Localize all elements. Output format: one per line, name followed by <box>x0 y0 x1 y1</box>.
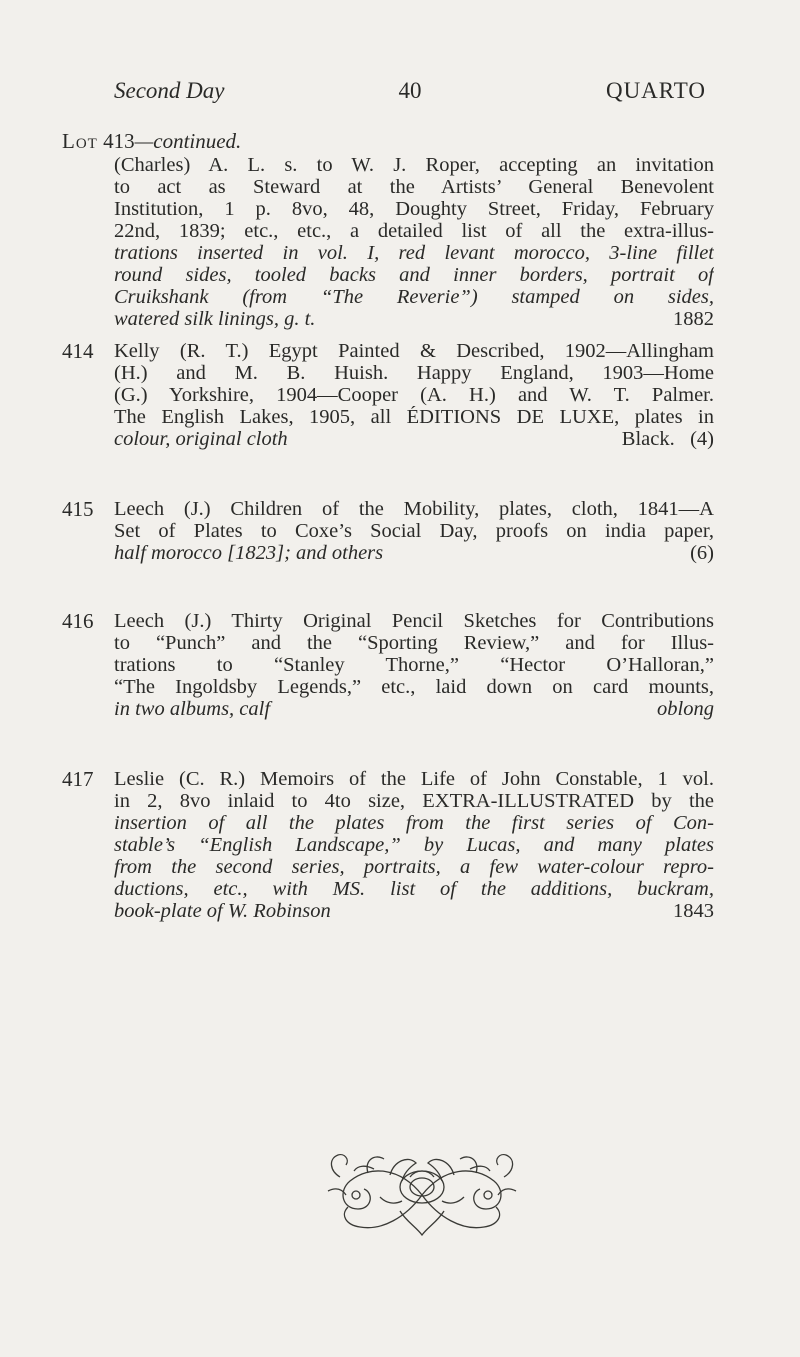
lot-tail: 1843 <box>673 900 714 922</box>
running-head <box>114 78 706 108</box>
description-final-line <box>114 428 714 450</box>
description-line: insertion of all the plates from the first series of Con- <box>114 812 714 834</box>
lot-description <box>114 340 714 450</box>
description-line: from the second series, portraits, a few water-colour repro- <box>114 856 714 878</box>
description-line: 22nd, 1839; etc., etc., a detailed list of all the extra-illus- <box>114 220 714 242</box>
description-line: round sides, tooled backs and inner borders, portrait of <box>114 264 714 286</box>
page-number: 40 <box>398 78 422 103</box>
description-final-line <box>114 698 714 720</box>
lot-415 <box>62 498 714 564</box>
description-final-line <box>114 542 714 564</box>
description-line: Set of Plates to Coxe’s Social Day, proofs on india paper, <box>114 520 714 542</box>
lot-description <box>114 610 714 720</box>
description-line: book-plate of W. Robinson <box>114 900 331 922</box>
description-line: to “Punch” and the “Sporting Review,” and for Illus- <box>114 632 714 654</box>
description-line: trations to “Stanley Thorne,” “Hector O’Halloran,” <box>114 654 714 676</box>
description-line: in 2, 8vo inlaid to 4to size, EXTRA-ILLUSTRATED by the <box>114 790 714 812</box>
lot-tail: (6) <box>690 542 714 564</box>
lot-date: 1882 <box>673 308 714 330</box>
description-line: ductions, etc., with MS. list of the additions, buckram, <box>114 878 714 900</box>
description-line: Institution, 1 p. 8vo, 48, Doughty Street, Friday, February <box>114 198 714 220</box>
description-line: Leech (J.) Thirty Original Pencil Sketches for Contributions <box>114 610 714 632</box>
description-final-line <box>114 308 714 330</box>
lot-number: 414 <box>62 339 94 363</box>
description-line: Leslie (C. R.) Memoirs of the Life of John Constable, 1 vol. <box>114 768 714 790</box>
description-line: half morocco [1823]; and others <box>114 542 384 564</box>
description-line: in two albums, calf <box>114 698 271 720</box>
description-line: Leech (J.) Children of the Mobility, plates, cloth, 1841—A <box>114 498 714 520</box>
description-line: (H.) and M. B. Huish. Happy England, 1903—Home <box>114 362 714 384</box>
continued-label: —continued. <box>134 129 242 153</box>
lot-414 <box>62 340 714 450</box>
description-line: colour, original cloth <box>114 428 288 450</box>
lot-number: 417 <box>62 767 94 791</box>
description-line: watered silk linings, g. t. <box>114 308 316 330</box>
lot-416 <box>62 610 714 720</box>
lot-number: 416 <box>62 609 94 633</box>
running-head-format: QUARTO <box>605 78 706 103</box>
lot-label: Lot <box>62 129 98 153</box>
lot-number: 413 <box>103 129 135 153</box>
description-line: Cruikshank (from “The Reverie”) stamped on sides, <box>114 286 714 308</box>
description-line: “The Ingoldsby Legends,” etc., laid down on card mounts, <box>114 676 714 698</box>
description-line: trations inserted in vol. I, red levant morocco, 3-line fillet <box>114 242 714 264</box>
lot-description <box>114 768 714 922</box>
description-line: (Charles) A. L. s. to W. J. Roper, accepting an invitation <box>114 154 714 176</box>
lot-description <box>114 154 714 330</box>
floral-ornament-icon <box>320 1147 524 1243</box>
description-line: to act as Steward at the Artists’ General Benevolent <box>114 176 714 198</box>
description-line: The English Lakes, 1905, all ÉDITIONS DE LUXE, plates in <box>114 406 714 428</box>
lot-description <box>114 498 714 564</box>
lot-417 <box>62 768 714 922</box>
description-final-line <box>114 900 714 922</box>
lot-413-continued <box>62 130 714 330</box>
lot-413-heading <box>62 130 714 152</box>
running-head-day: Second Day <box>114 78 225 103</box>
lot-tail: Black. (4) <box>621 428 714 450</box>
lot-tail: oblong <box>657 698 714 720</box>
description-line: (G.) Yorkshire, 1904—Cooper (A. H.) and W. T. Palmer. <box>114 384 714 406</box>
description-line: stable’s “English Landscape,” by Lucas, and many plates <box>114 834 714 856</box>
lot-number: 415 <box>62 497 94 521</box>
description-line: Kelly (R. T.) Egypt Painted & Described, 1902—Allingham <box>114 340 714 362</box>
